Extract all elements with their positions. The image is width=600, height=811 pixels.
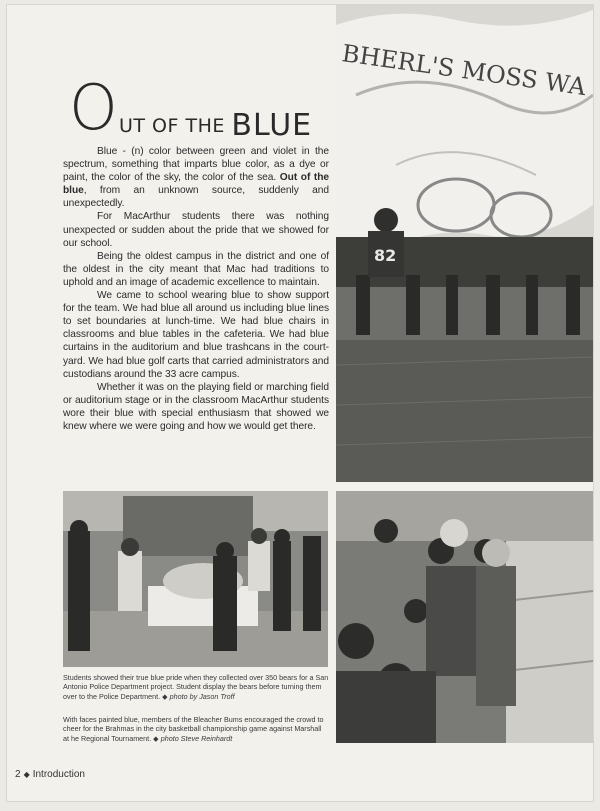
title-initial: O	[69, 71, 118, 144]
paragraph-2: For MacArthur students there was nothing unexpected or sudden about the pride that we showed for our school.	[63, 211, 329, 249]
caption-separator: ◆	[153, 733, 159, 743]
caption-bears-credit: photo by Jason Troff	[169, 691, 235, 701]
jersey-number: 82	[374, 246, 397, 265]
definition-text: Blue - (n) color between green and violet in the spectrum, something that imparts blue color, as a dye or paint, the color of the sky, the color of the sea.	[63, 146, 329, 184]
definition-bold: Out of the blue	[63, 172, 330, 197]
paragraph-definition	[63, 145, 329, 210]
football-banner-photo	[336, 5, 593, 482]
paragraph-5: Whether it was on the playing field or marching field or auditorium stage or in the classroom MacArthur students wore their blue with special enthusiasm that showed we knew where we were going and how we would get there.	[63, 381, 329, 432]
bears-collection-photo	[63, 491, 328, 667]
bleacher-bums-photo	[336, 491, 593, 743]
page-title	[63, 71, 335, 144]
title-rest	[119, 105, 313, 143]
title-blue: BLUE	[231, 108, 313, 143]
section-name: Introduction	[32, 769, 85, 780]
caption-separator: ◆	[162, 691, 168, 701]
banner-text: BHERL'S MOSS WA	[340, 39, 588, 102]
footer-diamond-icon: ◆	[23, 770, 30, 779]
page-footer	[15, 769, 85, 780]
caption-bears	[63, 673, 329, 701]
title-small-caps: UT OF THE	[119, 115, 232, 137]
paragraph-3: Being the oldest campus in the district and one of the oldest in the city meant that Mac had traditions to uphold and an image of academic excellence to maintain.	[63, 250, 329, 288]
caption-bleacher-credit: photo Steve Reinhardt	[160, 733, 233, 743]
yearbook-page	[7, 5, 593, 801]
paragraph-4: We came to school wearing blue to show support for the team. We had blue all around us including blue lines to set boundaries at lunch-time. We had blue chairs in classrooms and blue tables in the cafeteria. We had blue curtains in the auditorium and blue trashcans in the court-yard. We had blue golf carts that carried administrators and custodians around the 33 acre campus.	[63, 290, 329, 380]
definition-text-end: , from an unknown source, suddenly and unexpectedly.	[63, 185, 329, 210]
caption-bears-text: Students showed their true blue pride when they collected over 350 bears for a San Antonio Police Department project. Student display the bears before turning them over to the Police Department.	[63, 673, 329, 701]
caption-bleacher-bums	[63, 715, 329, 743]
page-number: 2	[15, 769, 21, 780]
caption-bleacher-text: With faces painted blue, members of the Bleacher Bums encouraged the crowd to cheer for the Brahmas in the city basketball championship game against Marshall at he Regional Tournament.	[63, 715, 324, 743]
body-text	[63, 145, 329, 433]
